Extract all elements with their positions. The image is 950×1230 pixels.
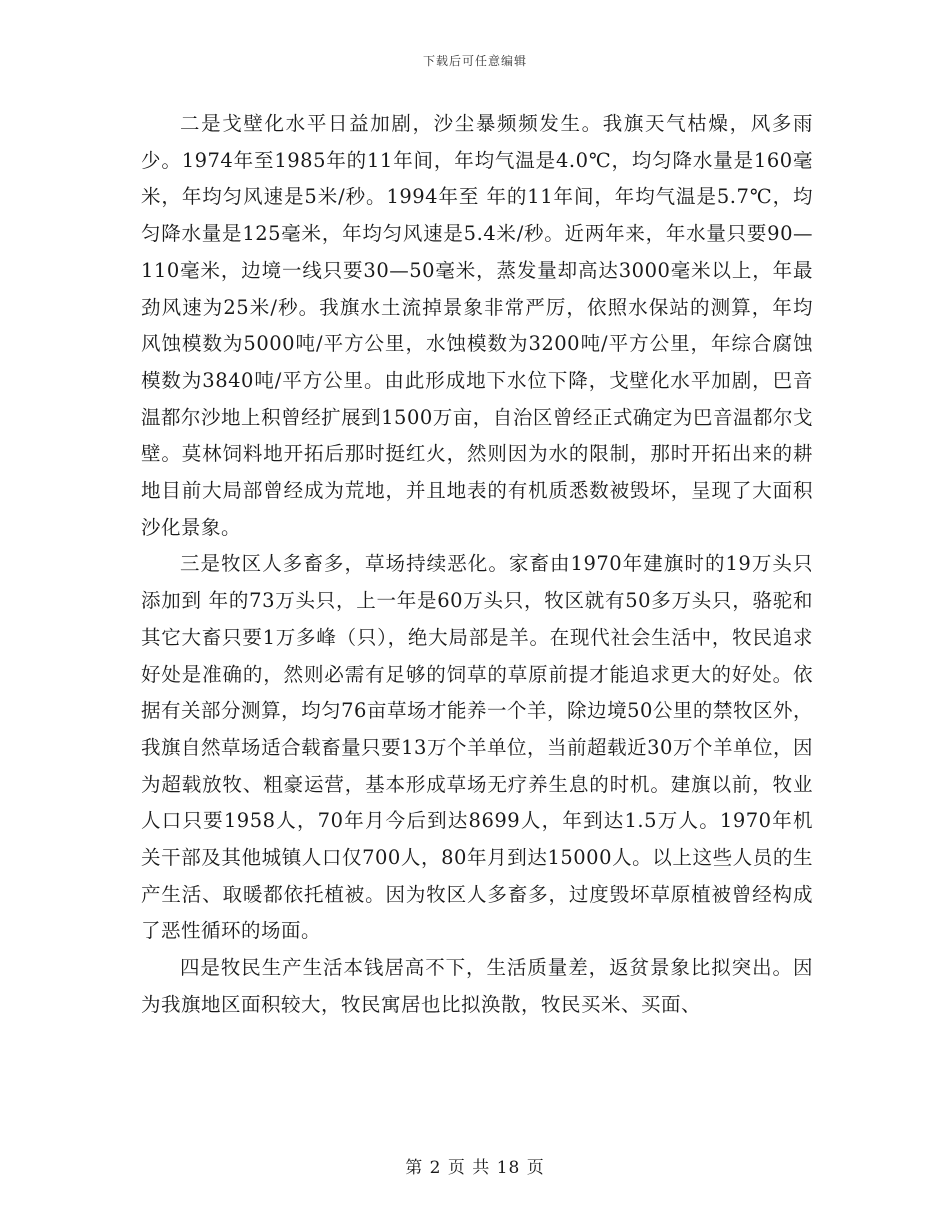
- paragraph-desertification: 二是戈壁化水平日益加剧，沙尘暴频频发生。我旗天气枯燥，风多雨少。1974年至1985年的11年间，年均气温是4.0℃，均匀降水量是160毫米，年均匀风速是5米/秒。1994年至 年的11年间，年均气温是5.7℃，均匀降水量是125毫米，年均匀风速是5.4米/秒。近两年来，年水量只要90—110毫米，边境一线只要30—50毫米，蒸发量却高达3000毫米以上，年最劲风速为25米/秒。我旗水土流掉景象非常严厉，依照水保站的测算，年均风蚀模数为5000吨/平方公里，水蚀模数为3200吨/平方公里，年综合腐蚀模数为3840吨/平方公里。由此形成地下水位下降，戈壁化水平加剧，巴音温都尔沙地上积曾经扩展到1500万亩，自治区曾经正式确定为巴音温都尔戈壁。莫林饲料地开拓后那时挺红火，然则因为水的限制，那时开拓出来的耕地目前大局部曾经成为荒地，并且地表的有机质悉数被毁坏，呈现了大面积沙化景象。: [141, 112, 813, 539]
- document-body: [141, 106, 813, 1024]
- paragraph-overgrazing: 三是牧区人多畜多，草场持续恶化。家畜由1970年建旗时的19万头只添加到 年的73万头只，上一年是60万头只，牧区就有50多万头只，骆驼和其它大畜只要1万多峰（只），绝大局部是羊。在现代社会生活中，牧民追求好处是准确的，然则必需有足够的饲草的草原前提才能追求更大的好处。依据有关部分测算，均匀76亩草场才能养一个羊，除边境50公里的禁牧区外，我旗自然草场适合载畜量只要13万个羊单位，当前超载近30万个羊单位，因为超载放牧、粗豪运营，基本形成草场无疗养生息的时机。建旗以前，牧业人口只要1958人，70年月今后到达8699人，年到达1.5万人。1970年机关干部及其他城镇人口仅700人，80年月到达15000人。以上这些人员的生产生活、取暖都依托植被。因为牧区人多畜多，过度毁坏草原植被曾经构成了恶性循环的场面。: [141, 552, 813, 943]
- page-number-footer: 第 2 页 共 18 页: [405, 1158, 545, 1178]
- page-header: 下载后可任意编辑: [422, 54, 527, 68]
- paragraph-living-costs: 四是牧民生产生活本钱居高不下，生活质量差，返贫景象比拟突出。因为我旗地区面积较大，牧民寓居也比拟涣散，牧民买米、买面、: [141, 956, 813, 1016]
